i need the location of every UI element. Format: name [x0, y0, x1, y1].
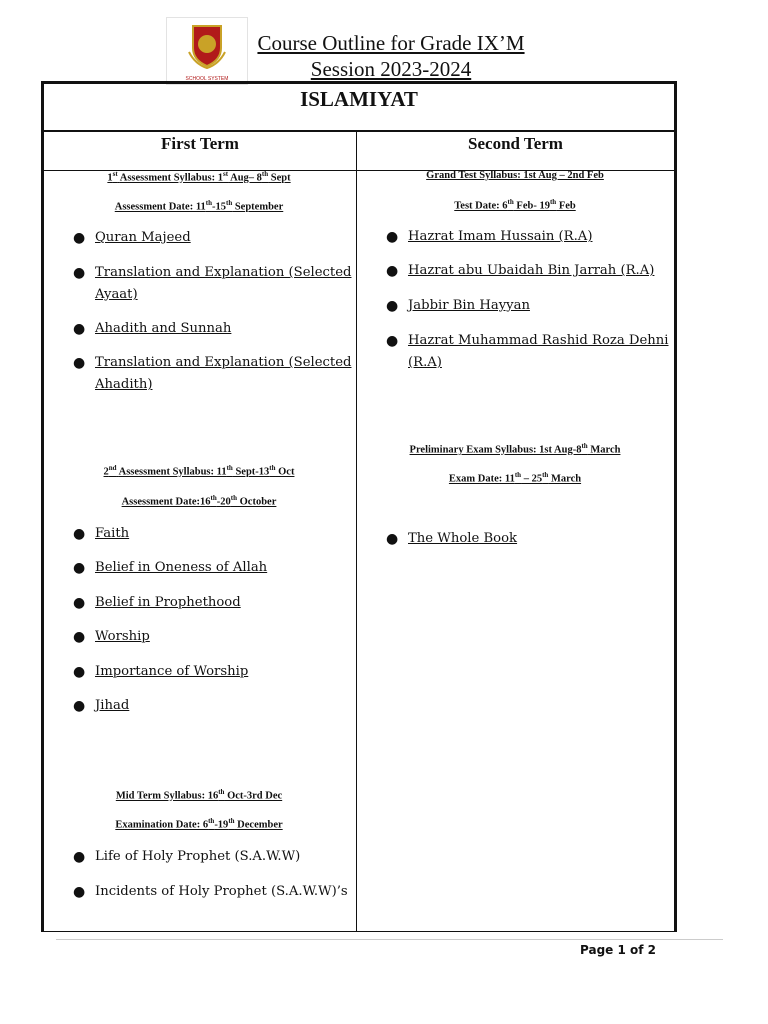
session-title: Session 2023-2024 [310, 57, 472, 81]
bullet-icon: ● [73, 629, 86, 645]
bullet-icon: ● [73, 664, 86, 680]
subject-heading: ISLAMIYAT [44, 84, 674, 132]
assessment-1-syllabus: 1st Assessment Syllabus: 1st Aug– 8th Sept [107, 170, 291, 184]
bullet-icon: ● [73, 321, 86, 337]
document-title: Course Outline for Grade IX’M [257, 31, 525, 55]
bullet-icon: ● [73, 526, 86, 542]
bullet-icon: ● [73, 595, 86, 611]
table-bottom-line [44, 931, 674, 932]
column-divider [356, 130, 357, 932]
assessment-1-date: Assessment Date: 11th-15th September [114, 199, 284, 213]
grand-test-syllabus: Grand Test Syllabus: 1st Aug – 2nd Feb [426, 170, 604, 181]
first-term-heading: First Term [161, 134, 239, 153]
school-logo [166, 17, 248, 85]
bullet-icon: ● [73, 698, 86, 714]
bullet-icon: ● [386, 298, 399, 314]
bullet-icon: ● [386, 263, 399, 279]
mid-term-syllabus: Mid Term Syllabus: 16th Oct-3rd Dec [115, 788, 283, 802]
assessment-2-date: Assessment Date:16th-20th October [121, 494, 277, 508]
second-term-heading: Second Term [468, 134, 563, 153]
bullet-icon: ● [73, 884, 86, 900]
footer-divider [56, 939, 723, 940]
bullet-icon: ● [73, 560, 86, 576]
grand-test-date: Test Date: 6th Feb- 19th Feb [454, 198, 576, 212]
preliminary-date: Exam Date: 11th – 25th March [448, 471, 582, 485]
preliminary-syllabus: Preliminary Exam Syllabus: 1st Aug-8th March [409, 442, 621, 456]
bullet-icon: ● [73, 355, 86, 371]
mid-term-date: Examination Date: 6th-19th December [115, 817, 283, 831]
bullet-icon: ● [386, 229, 399, 245]
bullet-icon: ● [386, 333, 399, 349]
bullet-icon: ● [73, 849, 86, 865]
page-number: Page 1 of 2 [580, 943, 656, 957]
bullet-icon: ● [386, 531, 399, 547]
assessment-2-syllabus: 2nd Assessment Syllabus: 11th Sept-13th Oct [103, 464, 295, 478]
bullet-icon: ● [73, 230, 86, 246]
bullet-icon: ● [73, 265, 86, 281]
logo-text: SCHOOL SYSTEM [185, 76, 229, 82]
